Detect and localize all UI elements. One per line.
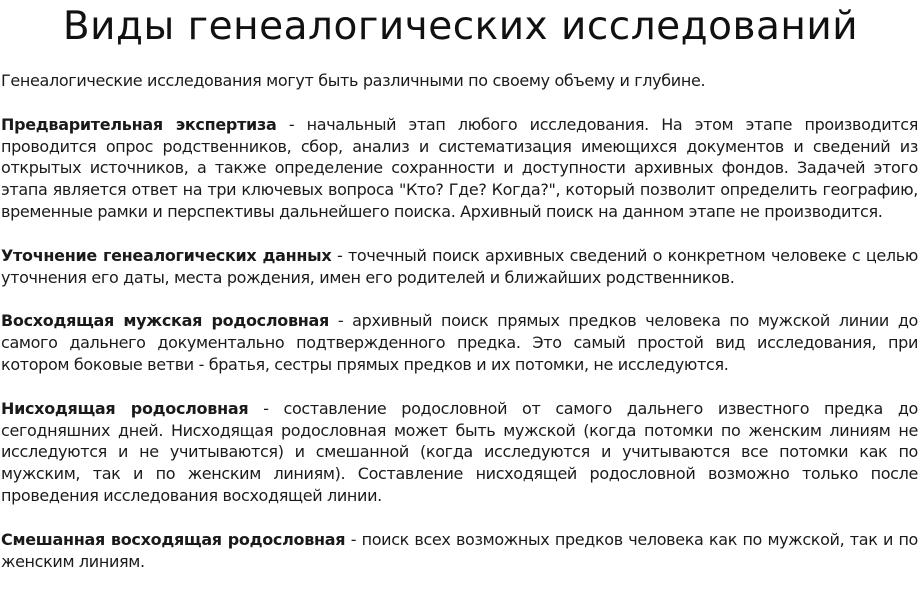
section-term: Нисходящая родословная xyxy=(1,398,249,418)
section-term: Смешанная восходящая родословная xyxy=(1,529,346,549)
page-title: Виды генеалогических исследований xyxy=(62,4,859,49)
section-term: Уточнение генеалогических данных xyxy=(1,245,332,265)
section-term: Восходящая мужская родословная xyxy=(1,311,330,331)
section-descending-lineage xyxy=(1,398,918,507)
section-description: - точечный поиск архивных сведений о конкретном человеке с целью уточнения его даты, места рождения, имен его родителей и ближайших родственников. xyxy=(1,245,918,287)
section-description: - составление родословной от самого дальнего известного предка до сегодняшних дней. Нисходящая родословная может быть мужской (когда потомки по женским линиям не исследуются и не учитываются) и смешанной (когда исследуются и учитываются все потомки как по мужским, так и по женским линиям). Составление нисходящей родословной возможно только после проведения исследования восходящей линии. xyxy=(1,398,918,505)
intro-paragraph: Генеалогические исследования могут быть различными по своему объему и глубине. xyxy=(1,71,706,90)
section-mixed-ascending-lineage xyxy=(1,529,918,573)
section-preliminary-expertise xyxy=(1,114,918,223)
section-data-clarification xyxy=(1,245,918,289)
section-description: - начальный этап любого исследования. На этом этапе производится проводится опрос родственников, сбор, анализ и систематизация имеющихся документов и сведений из открытых источников, а также определение сохранности и доступности архивных фондов. Задачей этого этапа является ответ на три ключевых вопроса "Кто? Где? Когда?", который позволит определить географию, временные рамки и перспективы дальнейшего поиска. Архивный поиск на данном этапе не производится. xyxy=(1,114,918,221)
article-body xyxy=(1,70,918,572)
section-ascending-male-lineage xyxy=(1,310,918,375)
section-description: - поиск всех возможных предков человека как по мужской, так и по женским линиям. xyxy=(1,529,918,571)
section-description: - архивный поиск прямых предков человека по мужской линии до самого дальнего документально подтвержденного предка. Это самый простой вид исследования, при котором боковые ветви - братья, сестры прямых предков и их потомки, не исследуются. xyxy=(1,311,918,374)
section-term: Предварительная экспертиза xyxy=(1,114,277,134)
